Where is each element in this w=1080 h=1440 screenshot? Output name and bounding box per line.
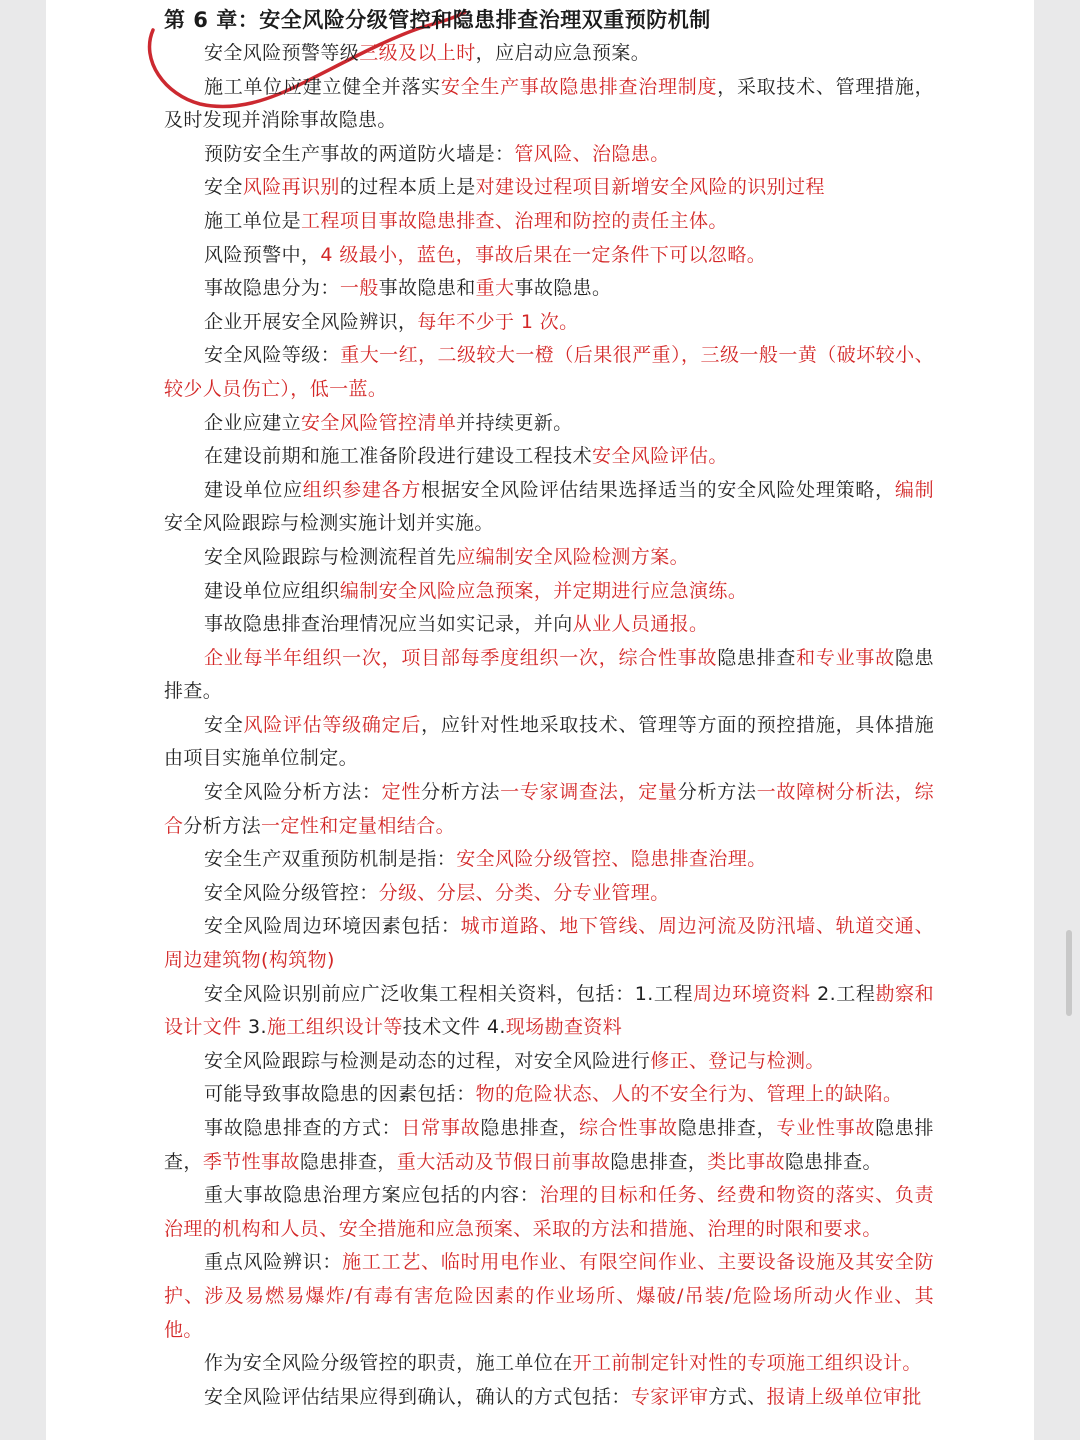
body-text: 隐患排查， bbox=[299, 1150, 397, 1173]
body-text: 隐患排查 bbox=[717, 646, 797, 669]
highlighted-text: 从业人员通报。 bbox=[572, 613, 709, 636]
highlighted-text: 重大活动及节假日前事故 bbox=[396, 1150, 611, 1173]
body-text: 技术文件 4. bbox=[402, 1016, 506, 1039]
highlighted-text: 城市道路、地下管线、周边河流及防汛墙、轨道交通、周边建筑物(构筑物) bbox=[164, 915, 934, 972]
highlighted-text: 综合性事故 bbox=[579, 1117, 678, 1139]
body-text: 预防安全生产事故的两道防火墙是： bbox=[204, 142, 515, 165]
body-text: 2.工程 bbox=[810, 982, 876, 1005]
highlighted-text: 安全风险分级管控、隐患排查治理。 bbox=[456, 848, 767, 871]
highlighted-text: 一故障树分析法，综合 bbox=[164, 781, 934, 837]
body-text: 分析方法 bbox=[677, 781, 757, 804]
paragraph bbox=[164, 1078, 934, 1112]
body-text: 3. bbox=[241, 1016, 267, 1039]
body-text: 事故隐患排查的方式： bbox=[204, 1117, 402, 1139]
paragraph bbox=[164, 541, 934, 575]
paragraph bbox=[164, 877, 934, 911]
body-text: 事故隐患和 bbox=[378, 277, 476, 300]
body-text: 安全风险评估结果应得到确认，确认的方式包括： bbox=[204, 1385, 631, 1408]
paragraph bbox=[164, 910, 934, 977]
body-text: 安全 bbox=[204, 176, 243, 199]
body-text: 重大事故隐患治理方案应包括的内容： bbox=[204, 1184, 540, 1207]
body-text: 隐患排查， bbox=[480, 1117, 580, 1139]
body-text: 隐患排查， bbox=[610, 1150, 708, 1173]
paragraph bbox=[164, 575, 934, 609]
body-text: 事故隐患排查治理情况应当如实记录，并向 bbox=[204, 613, 573, 636]
body-text: 方式、 bbox=[708, 1385, 767, 1408]
paragraph bbox=[164, 1045, 934, 1079]
body-text: 事故隐患分为： bbox=[204, 277, 340, 300]
paragraph bbox=[164, 843, 934, 877]
highlighted-text: 重大 bbox=[475, 277, 515, 300]
highlighted-text: 周边环境资料 bbox=[693, 982, 811, 1005]
highlighted-text: 类比事故 bbox=[707, 1150, 785, 1173]
paragraph bbox=[164, 407, 934, 441]
highlighted-text: 企业每半年组织一次，项目部每季度组织一次，综合性事故 bbox=[204, 646, 718, 669]
paragraph bbox=[164, 1381, 934, 1415]
highlighted-text: 勘察和设计文件 bbox=[164, 982, 935, 1039]
body-text: 施工单位是 bbox=[204, 209, 302, 232]
body-text: 隐患排查。 bbox=[784, 1150, 882, 1173]
highlighted-text: 对建设过程项目新增安全风险的识别过程 bbox=[475, 176, 825, 199]
body-text: 安全风险等级： bbox=[204, 344, 341, 367]
body-text: 风险预警中， bbox=[204, 243, 321, 266]
body-text: ，采取技术、管理措施，及时发现并消除事故隐患。 bbox=[164, 75, 934, 132]
paragraph bbox=[164, 642, 934, 709]
highlighted-text: 编制 bbox=[894, 478, 934, 501]
body-text: 企业开展安全风险辨识， bbox=[204, 310, 418, 333]
highlighted-text: 组织参建各方 bbox=[302, 478, 422, 501]
highlighted-text: 施工组织设计等 bbox=[266, 1016, 403, 1039]
highlighted-text: 风险评估等级确定后 bbox=[243, 713, 422, 736]
paragraph bbox=[164, 306, 934, 340]
body-text: 安全风险跟踪与检测流程首先 bbox=[204, 545, 457, 568]
highlighted-text: 4 级最小，蓝色，事故后果在一定条件下可以忽略。 bbox=[320, 243, 767, 266]
body-text: 安全 bbox=[204, 713, 244, 736]
highlighted-text: 和专业事故 bbox=[796, 646, 895, 669]
highlighted-text: 季节性事故 bbox=[202, 1150, 300, 1173]
paragraph bbox=[164, 709, 934, 776]
body-text: 根据安全风险评估结果选择适当的安全风险处理策略， bbox=[421, 478, 895, 501]
highlighted-text: 定性 bbox=[381, 781, 422, 804]
scrollbar-thumb[interactable] bbox=[1066, 930, 1072, 1016]
body-text: 企业应建立 bbox=[204, 411, 302, 434]
highlighted-text: 重大一红，二级较大一橙（后果很严重），三级一般一黄（破坏较小、较少人员伤亡），低一蓝。 bbox=[164, 344, 934, 400]
highlighted-text: 修正、登记与检测。 bbox=[650, 1049, 825, 1072]
highlighted-text: 安全风险评估。 bbox=[592, 445, 728, 468]
body-text: 施工单位应建立健全并落实 bbox=[204, 75, 441, 98]
paragraph bbox=[164, 171, 934, 205]
highlighted-text: 安全风险管控清单 bbox=[301, 411, 457, 434]
body-text: ，应针对性地采取技术、管理等方面的预控措施，具体措施由项目实施单位制定。 bbox=[164, 713, 934, 770]
highlighted-text: 风险再识别 bbox=[242, 176, 340, 199]
body-text: 隐患排查。 bbox=[164, 646, 934, 703]
highlighted-text: 物的危险状态、人的不安全行为、管理上的缺陷。 bbox=[475, 1083, 903, 1106]
highlighted-text: 开工前制定针对性的专项施工组织设计。 bbox=[572, 1352, 922, 1375]
highlighted-text: 报请上级单位审批 bbox=[766, 1385, 922, 1408]
highlighted-text: 工程项目事故隐患排查、治理和防控的责任主体。 bbox=[301, 209, 728, 232]
paragraph bbox=[164, 272, 934, 306]
highlighted-text: 一般 bbox=[339, 277, 379, 300]
body-text: 安全风险跟踪与检测是动态的过程，对安全风险进行 bbox=[204, 1049, 651, 1072]
paragraph bbox=[164, 205, 934, 239]
body-text: 建设单位应组织 bbox=[204, 579, 340, 602]
document-body bbox=[164, 4, 934, 1414]
highlighted-text: 分级、分层、分类、分专业管理。 bbox=[378, 881, 670, 904]
paragraph bbox=[164, 239, 934, 273]
body-text: 安全生产双重预防机制是指： bbox=[204, 848, 457, 871]
paragraph bbox=[164, 474, 934, 541]
body-text: 分析方法 bbox=[183, 814, 262, 837]
highlighted-text: 每年不少于 1 次。 bbox=[417, 310, 579, 333]
body-text: 隐患排查， bbox=[677, 1117, 777, 1139]
paragraph-list bbox=[164, 37, 934, 1414]
highlighted-text: 日常事故 bbox=[401, 1117, 481, 1139]
body-text: 隐患排查， bbox=[164, 1117, 934, 1173]
highlighted-text: 编制安全风险应急预案，并定期进行应急演练。 bbox=[339, 579, 748, 602]
body-text: 安全风险识别前应广泛收集工程相关资料，包括：1.工程 bbox=[204, 982, 694, 1005]
highlighted-text: 专业性事故 bbox=[776, 1117, 876, 1139]
highlighted-text: 安全生产事故隐患排查治理制度 bbox=[440, 75, 718, 98]
highlighted-text: 治理的目标和任务、经费和物资的落实、负责治理的机构和人员、安全措施和应急预案、采取的方法和措施、治理的时限和要求。 bbox=[164, 1184, 934, 1240]
paragraph bbox=[164, 776, 934, 843]
paragraph bbox=[164, 978, 934, 1045]
body-text: ，应启动应急预案。 bbox=[475, 42, 651, 64]
highlighted-text: 应编制安全风险检测方案。 bbox=[456, 545, 690, 568]
body-text: 建设单位应 bbox=[204, 478, 303, 501]
highlighted-text: 现场勘查资料 bbox=[505, 1016, 623, 1039]
body-text: 安全风险周边环境因素包括： bbox=[204, 915, 461, 938]
body-text: 在建设前期和施工准备阶段进行建设工程技术 bbox=[204, 445, 593, 468]
body-text: 安全风险分析方法： bbox=[204, 781, 382, 804]
paragraph bbox=[164, 608, 934, 642]
body-text: 的过程本质上是 bbox=[339, 176, 476, 199]
highlighted-text: 施工工艺、临时用电作业、有限空间作业、主要设备设施及其安全防护、涉及易燃易爆炸/有毒有害危险因素的作业场所、爆破/吊装/危险场所动火作业、其他。 bbox=[164, 1251, 934, 1341]
paragraph bbox=[164, 1246, 934, 1347]
body-text: 作为安全风险分级管控的职责，施工单位在 bbox=[204, 1352, 573, 1375]
body-text: 并持续更新。 bbox=[456, 411, 573, 434]
highlighted-text: 专家评审 bbox=[630, 1385, 709, 1408]
body-text: 事故隐患。 bbox=[514, 277, 612, 300]
paragraph bbox=[164, 1179, 934, 1246]
highlighted-text: 一定性和定量相结合。 bbox=[261, 814, 456, 837]
paragraph bbox=[164, 339, 934, 406]
body-text: 安全风险预警等级 bbox=[204, 42, 360, 64]
highlighted-text: 一专家调查法，定量 bbox=[500, 781, 678, 804]
chapter-title: 第 6 章：安全风险分级管控和隐患排查治理双重预防机制 bbox=[164, 8, 711, 32]
paragraph bbox=[164, 71, 934, 138]
highlighted-text: 三级及以上时 bbox=[359, 42, 476, 64]
paragraph bbox=[164, 37, 934, 71]
paragraph bbox=[164, 440, 934, 474]
paragraph bbox=[164, 1347, 934, 1381]
highlighted-text: 管风险、治隐患。 bbox=[514, 142, 670, 165]
body-text: 安全风险分级管控： bbox=[204, 881, 379, 904]
body-text: 重点风险辨识： bbox=[204, 1251, 343, 1274]
body-text: 分析方法 bbox=[421, 781, 501, 804]
body-text: 可能导致事故隐患的因素包括： bbox=[204, 1083, 476, 1106]
body-text: 安全风险跟踪与检测实施计划并实施。 bbox=[164, 512, 494, 535]
paragraph bbox=[164, 138, 934, 172]
paragraph bbox=[164, 1112, 934, 1179]
